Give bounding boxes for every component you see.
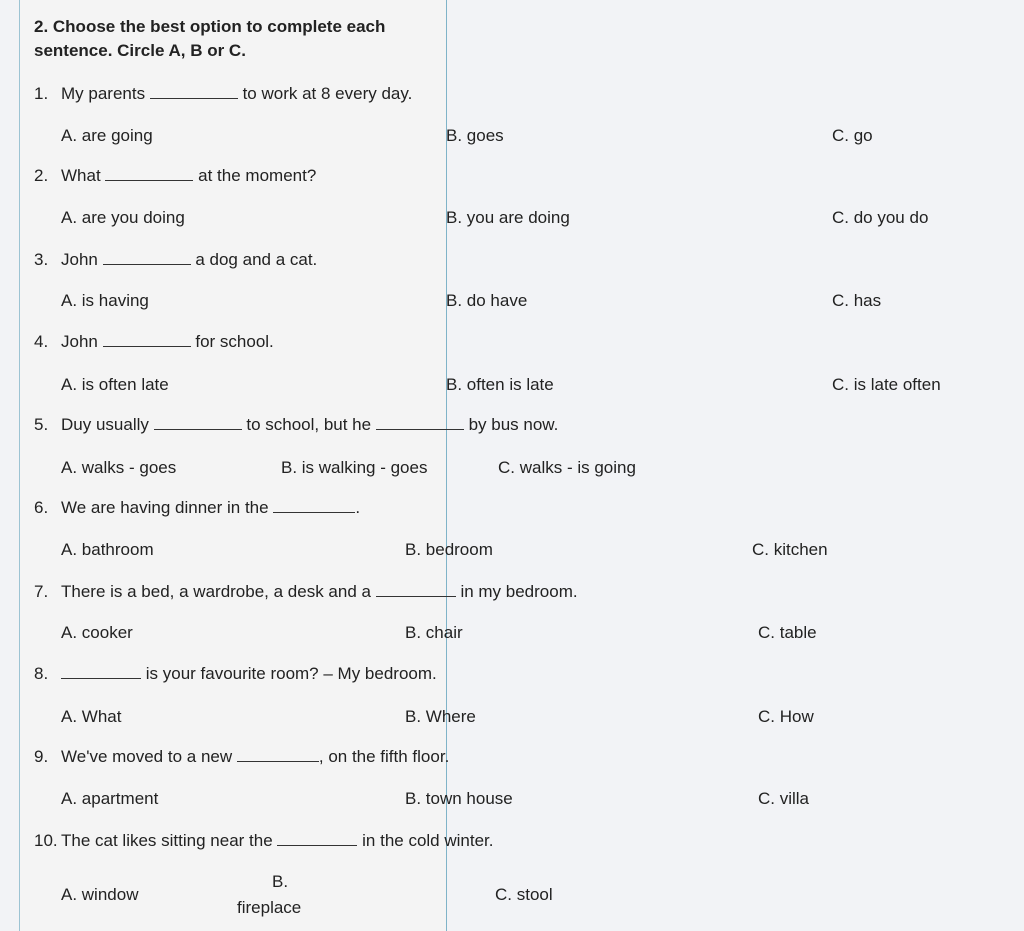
question-text: What at the moment? [61, 166, 317, 185]
answer-blank [61, 664, 141, 679]
answer-blank [103, 250, 191, 265]
option-b: B. often is late [446, 375, 554, 394]
option-a: A. is having [61, 291, 149, 310]
left-margin-line [19, 0, 20, 931]
option-b: B. you are doing [446, 208, 570, 227]
question-number: 2. [34, 166, 49, 185]
question-text: The cat likes sitting near the in the cold winter. [61, 831, 494, 850]
exercise-heading-line1: 2. Choose the best option to complete each [34, 17, 386, 36]
question-number: 3. [34, 250, 49, 269]
option-a: A. window [61, 885, 139, 904]
answer-blank [103, 332, 191, 347]
question-number: 7. [34, 582, 49, 601]
answer-blank [154, 415, 242, 430]
question-number: 4. [34, 332, 49, 351]
question-text: My parents to work at 8 every day. [61, 84, 413, 103]
question-number: 8. [34, 664, 49, 683]
option-c: C. has [832, 291, 882, 310]
option-b: B. [272, 872, 289, 891]
question-number: 9. [34, 747, 49, 766]
option-b: B. town house [405, 789, 513, 808]
option-a: A. are going [61, 126, 153, 145]
answer-blank [237, 747, 319, 762]
option-a: A. cooker [61, 623, 133, 642]
option-a: A. What [61, 707, 122, 726]
option-a: A. bathroom [61, 540, 154, 559]
question-text: Duy usually to school, but he by bus now. [61, 415, 559, 434]
answer-blank [376, 582, 456, 597]
option-b: B. goes [446, 126, 504, 145]
question-number: 6. [34, 498, 49, 517]
question-text: We've moved to a new , on the fifth floor. [61, 747, 450, 766]
option-a: A. apartment [61, 789, 159, 808]
option-b: B. is walking - goes [281, 458, 428, 477]
option-c: C. walks - is going [498, 458, 636, 477]
option-c: C. How [758, 707, 814, 726]
answer-blank [273, 498, 355, 513]
option-c: C. go [832, 126, 873, 145]
option-c: C. table [758, 623, 817, 642]
question-text: John for school. [61, 332, 274, 351]
answer-blank [150, 84, 238, 99]
question-number: 1. [34, 84, 49, 103]
option-c: C. stool [495, 885, 553, 904]
option-b: B. chair [405, 623, 463, 642]
answer-blank [105, 166, 193, 181]
answer-blank [277, 831, 357, 846]
option-a: A. walks - goes [61, 458, 177, 477]
question-text: John a dog and a cat. [61, 250, 318, 269]
question-text: is your favourite room? – My bedroom. [61, 664, 437, 684]
option-a: A. is often late [61, 375, 169, 394]
question-text: There is a bed, a wardrobe, a desk and a in my bedroom. [61, 582, 578, 601]
option-c: C. do you do [832, 208, 929, 227]
question-number: 5. [34, 415, 49, 434]
option-b-continued: fireplace [237, 898, 302, 917]
exercise-heading-line2: sentence. Circle A, B or C. [34, 41, 246, 60]
option-c: C. is late often [832, 375, 941, 394]
question-text: We are having dinner in the . [61, 498, 361, 517]
option-c: C. kitchen [752, 540, 828, 559]
option-b: B. do have [446, 291, 528, 310]
option-c: C. villa [758, 789, 810, 808]
question-number: 10. [34, 831, 58, 850]
option-a: A. are you doing [61, 208, 185, 227]
option-b: B. bedroom [405, 540, 493, 559]
option-b: B. Where [405, 707, 476, 726]
answer-blank [376, 415, 464, 430]
